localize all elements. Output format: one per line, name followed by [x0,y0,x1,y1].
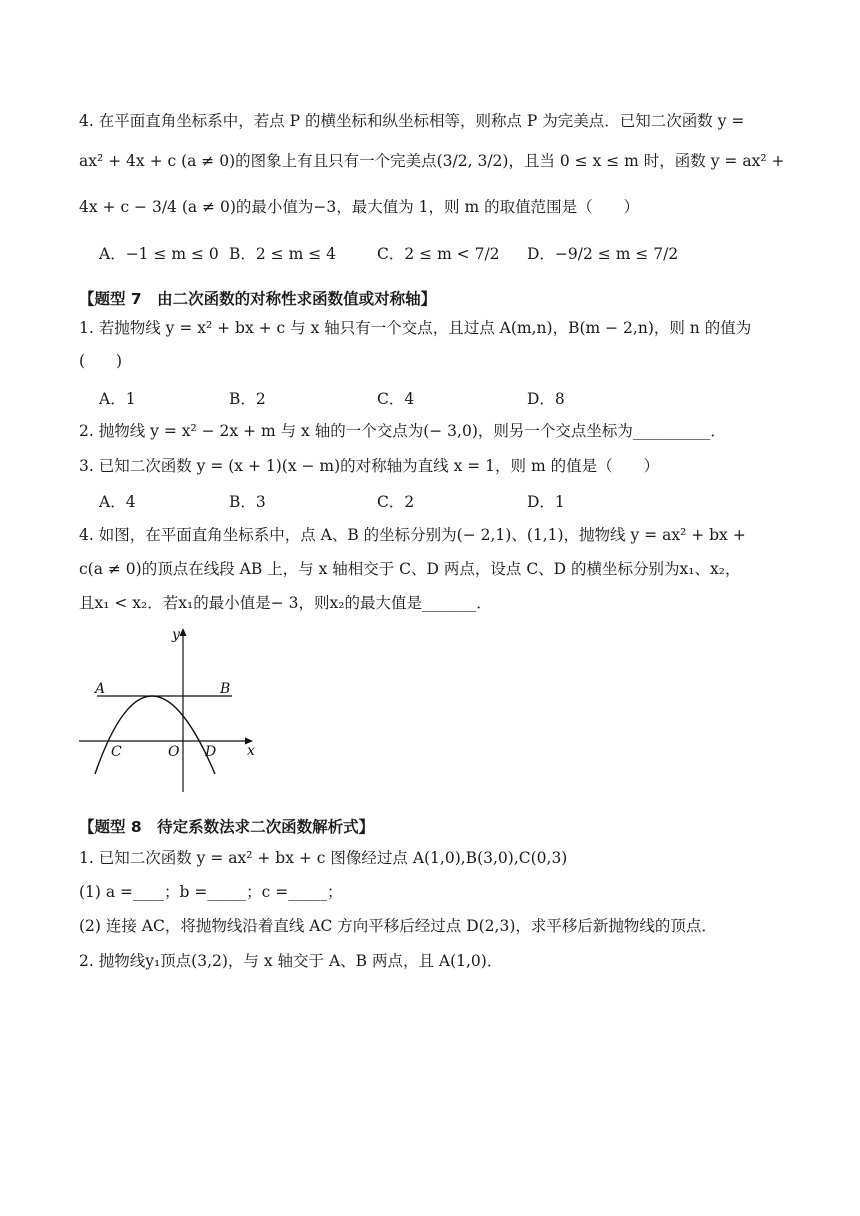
label-d: D [205,744,217,760]
q4-text-line1: 4. 在平面直角坐标系中，若点 P 的横坐标和纵坐标相等，则称点 P 为完美点．已知二次函数 y = [79,112,745,130]
s7-q4-line3: 且x₁ < x₂．若x₁的最小值是− 3，则x₂的最大值是_______． [79,594,492,612]
label-b: B [220,681,231,697]
option-b[interactable]: B．3 [229,493,266,511]
s8-q1-part2: (2) 连接 AC，将抛物线沿着直线 AC 方向平移后经过点 D(2,3)，求平移后新抛物线的顶点． [79,917,717,935]
s8-q1-line1: 1. 已知二次函数 y = ax² + bx + c 图像经过点 A(1,0),B(3,0),C(0,3) [79,849,568,867]
label-c: C [111,744,122,760]
s7-q1-line2: ( ) [79,352,123,370]
s7-q1-options [99,387,799,409]
label-x: x [247,743,255,759]
label-y: y [172,627,180,643]
s8-q1-part1: (1) a =____；b =_____；c =_____； [79,883,343,901]
s7-q3-options [99,490,799,512]
label-o: O [168,744,180,760]
s7-q4-line1: 4. 如图，在平面直角坐标系中，点 A、B 的坐标分别为(− 2,1)、(1,1)，抛物线 y = ax² + bx + [79,526,746,544]
section-8-title: 【题型 8 待定系数法求二次函数解析式】 [79,818,375,836]
s7-q1-line1: 1. 若抛物线 y = x² + bx + c 与 x 轴只有一个交点，且过点 A(m,n)，B(m − 2,n)，则 n 的值为 [79,319,752,337]
q4-text-line3: 4x + c − 3/4 (a ≠ 0)的最小值为−3，最大值为 1，则 m 的取值范围是（ ） [79,198,640,216]
s8-q2-line1: 2. 抛物线y₁顶点(3,2)，与 x 轴交于 A、B 两点，且 A(1,0)． [79,952,503,970]
option-c[interactable]: C．4 [377,390,415,408]
option-a[interactable]: A．4 [99,493,136,511]
option-a[interactable]: A．1 [99,390,136,408]
y-axis-arrow [180,628,187,636]
label-a: A [95,681,106,697]
q4-options [99,242,799,264]
s7-q4-line2: c(a ≠ 0)的顶点在线段 AB 上，与 x 轴相交于 C、D 两点，设点 C、D 的横坐标分别为x₁、x₂， [79,560,741,578]
option-d[interactable]: D．8 [527,390,565,408]
option-d[interactable]: D．−9/2 ≤ m ≤ 7/2 [527,245,679,263]
s7-q2-line1: 2. 抛物线 y = x² − 2x + m 与 x 轴的一个交点为(− 3,0)，则另一个交点坐标为__________． [79,422,726,440]
option-a[interactable]: A．−1 ≤ m ≤ 0 [99,245,219,263]
option-b[interactable]: B．2 ≤ m ≤ 4 [229,245,336,263]
parabola-curve [95,696,215,774]
option-c[interactable]: C．2 ≤ m < 7/2 [377,245,500,263]
s7-q3-line1: 3. 已知二次函数 y = (x + 1)(x − m)的对称轴为直线 x = 1，则 m 的值是（ ） [79,457,660,475]
option-b[interactable]: B．2 [229,390,266,408]
option-c[interactable]: C．2 [377,493,415,511]
section-7-title: 【题型 7 由二次函数的对称性求函数值或对称轴】 [79,290,437,308]
option-d[interactable]: D．1 [527,493,565,511]
parabola-figure [79,622,269,797]
q4-text-line2: ax² + 4x + c (a ≠ 0)的图象上有且只有一个完美点(3/2, 3/2)，且当 0 ≤ x ≤ m 时，函数 y = ax² + [79,152,785,170]
